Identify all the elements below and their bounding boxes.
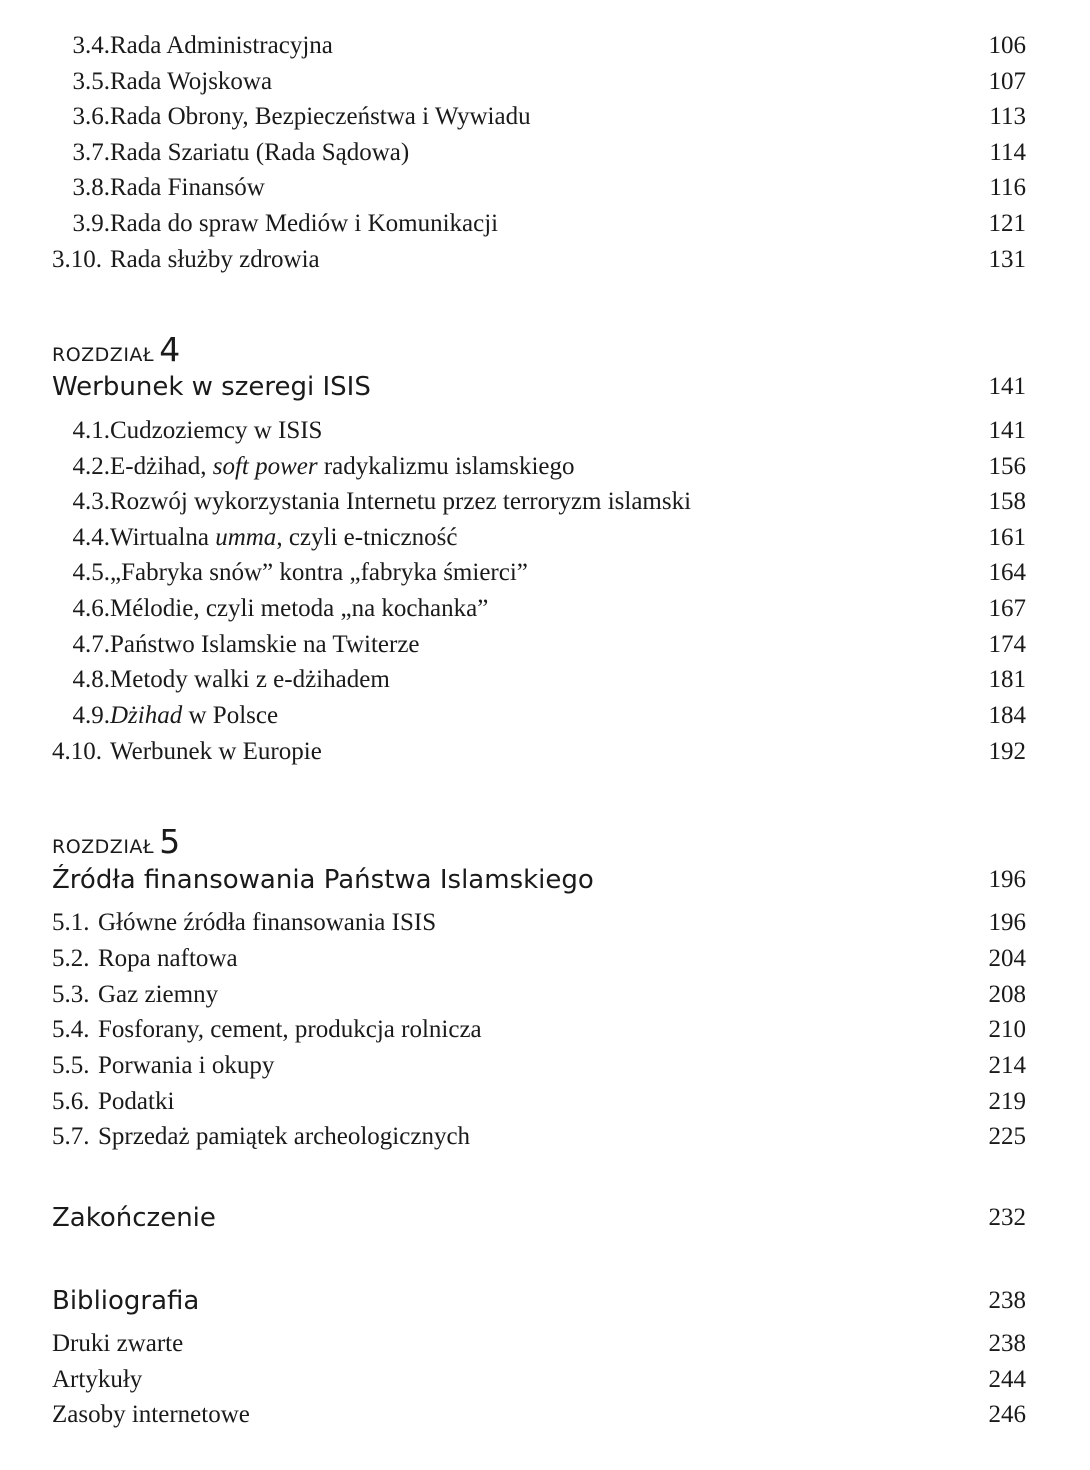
entry-page-number: 210 [988,1016,1026,1043]
entry-page-number: 116 [989,174,1026,201]
entry-title: Państwo Islamskie na Twiterze [110,631,420,658]
entry-title: E-dżihad, soft power radykalizmu islamskiego [110,453,575,480]
entry-title: „Fabryka snów” kontra „fabryka śmierci” [110,559,528,586]
chapter-label-word: ROZDZIAŁ [52,836,155,858]
entry-number: 4.8. [72,666,110,693]
conclusion-heading [52,1198,1026,1238]
entry-title: Werbunek w Europie [110,738,322,765]
entry-number: 3.8. [72,174,110,201]
toc-entry-3-6 [52,99,1026,135]
entry-page-number: 174 [988,631,1026,658]
entry-page-number: 164 [988,559,1026,586]
entry-page-number: 181 [988,666,1026,693]
entry-number: 4.7. [72,631,110,658]
entry-title: Fosforany, cement, produkcja rolnicza [98,1016,482,1043]
entry-title: Dżihad w Polsce [110,702,279,729]
entry-number: 3.5. [72,68,110,95]
entry-title: Rozwój wykorzystania Internetu przez terroryzm islamski [110,488,692,515]
toc-entry-3-9 [52,206,1026,242]
entry-page-number: 246 [988,1401,1026,1428]
entry-page-number: 238 [988,1330,1026,1357]
entry-title: Zasoby internetowe [52,1401,250,1428]
entry-page-number: 204 [988,945,1026,972]
entry-page-number: 106 [988,32,1026,59]
entry-title-italic: Dżihad [110,702,183,729]
chapter-title: Werbunek w szeregi ISIS [52,372,371,402]
toc-entry-4-2 [52,449,1026,485]
entry-page-number: 192 [988,738,1026,765]
entry-number: 5.4. [52,1016,90,1043]
chapter-title: Źródła finansowania Państwa Islamskiego [52,865,594,895]
entry-title: Rada służby zdrowia [110,246,320,273]
toc-entry-3-5 [52,64,1026,100]
entry-number: 5.7. [52,1123,90,1150]
entry-title: Główne źródła finansowania ISIS [98,909,437,936]
entry-title: Druki zwarte [52,1330,184,1357]
entry-number: 5.6. [52,1088,90,1115]
toc-entry-5-5 [52,1048,1026,1084]
entry-page-number: 208 [988,981,1026,1008]
entry-title-italic: umma [215,524,277,551]
bibliography-entry-articles [52,1362,1026,1398]
entry-page-number: 184 [988,702,1026,729]
entry-page-number: 131 [988,246,1026,273]
bibliography-entry-books [52,1326,1026,1362]
entry-page-number: 214 [988,1052,1026,1079]
entry-number: 4.2. [72,453,110,480]
chapter-page-number: 141 [988,373,1026,400]
entry-page-number: 141 [988,417,1026,444]
toc-entry-3-8 [52,170,1026,206]
entry-title: Metody walki z e-dżihadem [110,666,390,693]
toc-entry-4-9 [52,698,1026,734]
entry-page-number: 161 [988,524,1026,551]
entry-page-number: 107 [988,68,1026,95]
entry-title: Rada Wojskowa [110,68,273,95]
entry-title: Porwania i okupy [98,1052,275,1079]
chapter-4-heading [52,367,1026,407]
chapter-label-number: 4 [159,330,181,369]
entry-title: Rada do spraw Mediów i Komunikacji [110,210,499,237]
entry-title: Artykuły [52,1366,143,1393]
entry-title-italic: soft power [212,453,318,480]
toc-entry-3-10 [52,242,1026,278]
chapter-5-heading [52,860,1026,900]
entry-page-number: 158 [988,488,1026,515]
entry-number: 3.4. [72,32,110,59]
entry-page-number: 114 [989,139,1026,166]
entry-title: Rada Finansów [110,174,265,201]
entry-number: 3.10. [52,246,102,273]
chapter-page-number: 196 [988,866,1026,893]
entry-number: 3.6. [72,103,110,130]
entry-number: 5.1. [52,909,90,936]
bibliography-heading [52,1281,1026,1321]
entry-page-number: 219 [988,1088,1026,1115]
chapter-5-label [52,822,180,861]
toc-entry-4-6 [52,591,1026,627]
toc-entry-3-7 [52,135,1026,171]
entry-number: 4.4. [72,524,110,551]
entry-title: Rada Szariatu (Rada Sądowa) [110,139,410,166]
toc-entry-5-1 [52,905,1026,941]
entry-number: 5.5. [52,1052,90,1079]
section-title: Zakończenie [52,1203,216,1233]
entry-title: Gaz ziemny [98,981,219,1008]
entry-number: 5.3. [52,981,90,1008]
entry-number: 3.9. [72,210,110,237]
toc-entry-5-2 [52,941,1026,977]
entry-title: Sprzedaż pamiątek archeologicznych [98,1123,471,1150]
entry-title: Cudzoziemcy w ISIS [110,417,323,444]
bibliography-entry-internet [52,1397,1026,1433]
entry-title: Wirtualna umma, czyli e-tniczność [110,524,458,551]
toc-entry-4-3 [52,484,1026,520]
entry-page-number: 167 [988,595,1026,622]
entry-number: 4.9. [72,702,110,729]
entry-title: Mélodie, czyli metoda „na kochanka” [110,595,489,622]
entry-page-number: 113 [989,103,1026,130]
entry-page-number: 156 [988,453,1026,480]
entry-number: 5.2. [52,945,90,972]
entry-number: 4.10. [52,738,102,765]
entry-title: Rada Administracyjna [110,32,333,59]
chapter-label-word: ROZDZIAŁ [52,344,155,366]
entry-page-number: 244 [988,1366,1026,1393]
toc-entry-4-4 [52,520,1026,556]
entry-number: 3.7. [72,139,110,166]
section-title: Bibliografia [52,1286,200,1316]
toc-entry-5-4 [52,1012,1026,1048]
entry-page-number: 225 [988,1123,1026,1150]
entry-title: Ropa naftowa [98,945,238,972]
toc-entry-3-4 [52,28,1026,64]
chapter-label-number: 5 [159,822,181,861]
entry-number: 4.5. [72,559,110,586]
toc-entry-5-3 [52,977,1026,1013]
entry-title: Podatki [98,1088,175,1115]
entry-page-number: 121 [988,210,1026,237]
toc-entry-4-7 [52,627,1026,663]
chapter-4-label [52,330,180,369]
toc-entry-5-7 [52,1119,1026,1155]
toc-entry-4-10 [52,734,1026,770]
entry-page-number: 196 [988,909,1026,936]
entry-number: 4.3. [72,488,110,515]
section-page-number: 232 [988,1204,1026,1231]
toc-entry-4-5 [52,555,1026,591]
entry-number: 4.6. [72,595,110,622]
entry-number: 4.1. [72,417,110,444]
toc-entry-5-6 [52,1084,1026,1120]
entry-title: Rada Obrony, Bezpieczeństwa i Wywiadu [110,103,531,130]
toc-entry-4-8 [52,662,1026,698]
section-page-number: 238 [988,1287,1026,1314]
toc-entry-4-1 [52,413,1026,449]
